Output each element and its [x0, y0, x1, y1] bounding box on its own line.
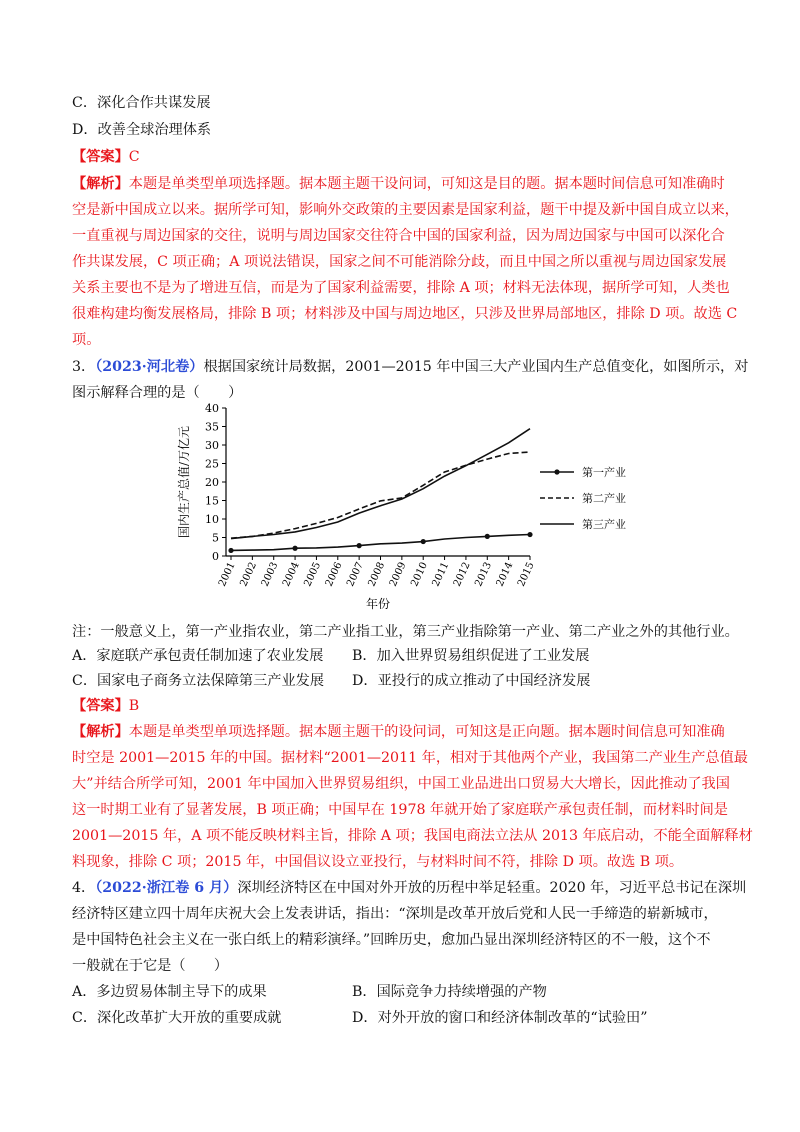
y-tick-label: 10 [205, 513, 219, 526]
y-tick-label: 20 [205, 476, 219, 489]
q3-options-row-1 [72, 646, 589, 666]
series-point [292, 546, 297, 551]
series-point [228, 548, 233, 553]
chart-axes [176, 402, 537, 611]
x-tick-label: 2002 [238, 560, 260, 589]
q2-analysis-line-4: 作共谋发展，C 项正确；A 项说法错误，国家之间不可能消除分歧，而且中国之所以重视与周边国家发展 [72, 254, 727, 270]
x-tick-label: 2013 [473, 560, 495, 589]
q3-stem-line-1 [72, 357, 748, 377]
analysis-text: 本题是单类型单项选择题。据本题主题干的设问词，可知这是正向题。据本题时间信息可知准确 [128, 724, 725, 740]
x-tick-label: 2009 [387, 560, 409, 589]
q3-analysis-line-2: 时空是 2001—2015 年的中国。据材料“2001—2011 年，相对于其他两个产业，我国第二产业生产总值最 [72, 750, 748, 766]
y-tick-label: 40 [205, 402, 219, 415]
x-tick-label: 2001 [216, 560, 238, 589]
q4-stem-line-4: 一般就在于它是（ ） [72, 958, 229, 974]
x-axis-label: 年份 [365, 597, 391, 611]
series-line-2 [231, 452, 530, 538]
chart-legend [540, 465, 626, 531]
x-tick-label: 2014 [494, 560, 516, 589]
question-number: 3． [72, 359, 96, 375]
answer-label: 【答案】 [72, 149, 129, 165]
q3-analysis-line-3: 大”并结合所学可知，2001 年中国加入世界贸易组织，中国工业品进出口贸易大大增长，因此推动了我国 [72, 776, 730, 792]
q2-analysis-line-1 [72, 174, 725, 194]
q3-note: 注：一般意义上，第一产业指农业，第二产业指工业，第三产业指除第一产业、第二产业之外的其他行业。 [72, 624, 739, 640]
gdp-line-chart [170, 398, 640, 613]
q4-stem-line-1 [72, 878, 746, 898]
x-tick-label: 2008 [366, 560, 388, 589]
x-tick-label: 2005 [302, 560, 324, 589]
q4-option-b[interactable]: B．国际竞争力持续增强的产物 [352, 984, 547, 1000]
question-source: （2023·河北卷） [95, 359, 204, 375]
q3-analysis-line-1 [72, 722, 725, 742]
q3-answer [72, 696, 139, 716]
question-stem: 深圳经济特区在中国对外开放的历程中举足轻重。2020 年，习近平总书记在深圳 [237, 880, 747, 896]
y-tick-label: 5 [212, 531, 219, 545]
series-point [421, 539, 426, 544]
analysis-label: 【解析】 [72, 724, 129, 740]
x-tick-label: 2004 [281, 560, 302, 589]
series-line-3 [231, 429, 530, 539]
q3-options-row-2 [72, 671, 590, 691]
series-point [527, 532, 532, 537]
q3-option-c[interactable]: C．国家电子商务立法保障第三产业发展 [72, 673, 325, 689]
q4-options-row-2 [72, 1008, 647, 1028]
q4-option-d[interactable]: D．对外开放的窗口和经济体制改革的“试验田” [352, 1010, 648, 1026]
q2-analysis-line-5: 关系主要也不是为了增进互信，而是为了国家利益需要，排除 A 项；材料无法体现，据所学可知，人类也 [72, 280, 730, 296]
chart-series [228, 429, 532, 553]
answer-value: B [128, 698, 140, 714]
q4-stem-line-2: 经济特区建立四十周年庆祝大会上发表讲话，指出：“深圳是改革开放后党和人民一手缔造的崭新城市， [72, 906, 718, 922]
y-tick-label: 15 [205, 494, 219, 508]
x-tick-label: 2006 [323, 560, 345, 589]
q3-option-a[interactable]: A．家庭联产承包责任制加速了农业发展 [72, 648, 324, 664]
x-tick-label: 2012 [451, 560, 473, 589]
q3-option-d[interactable]: D．亚投行的成立推动了中国经济发展 [352, 673, 591, 689]
q2-option-c[interactable]: C．深化合作共谋发展 [72, 95, 211, 111]
series-point [357, 543, 362, 548]
legend-label-2: 第二产业 [582, 492, 626, 505]
x-tick-label: 2015 [515, 560, 537, 589]
question-number: 4． [72, 880, 96, 896]
x-tick-label: 2003 [259, 560, 281, 589]
answer-value: C [128, 149, 140, 165]
q4-option-c[interactable]: C．深化改革扩大开放的重要成就 [72, 1010, 282, 1026]
x-tick-label: 2011 [430, 560, 452, 589]
q2-analysis-line-3: 一直重视与周边国家的交往，说明与周边国家交往符合中国的国家利益，因为周边国家与中国可以深化合 [72, 228, 725, 244]
x-tick-label: 2007 [345, 560, 366, 589]
analysis-text: 本题是单类型单项选择题。据本题主题干设问词，可知这是目的题。据本题时间信息可知准确时 [128, 176, 725, 192]
question-stem: 根据国家统计局数据，2001—2015 年中国三大产业国内生产总值变化，如图所示，对 [203, 359, 749, 375]
q2-analysis-line-6: 很难构建均衡发展格局，排除 B 项；材料涉及中国与周边地区，只涉及世界局部地区，排除 D 项。故选 C [72, 306, 738, 322]
q4-options-row-1 [72, 982, 547, 1002]
analysis-label: 【解析】 [72, 176, 129, 192]
q2-analysis-line-7: 项。 [72, 332, 101, 348]
q2-answer [72, 147, 140, 167]
q3-option-b[interactable]: B．加入世界贸易组织促进了工业发展 [352, 648, 590, 664]
q3-analysis-line-5: 2001—2015 年，A 项不能反映材料主旨，排除 A 项；我国电商法立法从 2013 年底启动，不能全面解释材 [72, 828, 753, 844]
legend-label-3: 第三产业 [582, 518, 626, 531]
y-tick-label: 35 [205, 420, 219, 434]
x-tick-label: 2010 [409, 560, 430, 589]
y-tick-label: 30 [205, 439, 219, 452]
q2-analysis-line-2: 空是新中国成立以来。据所学可知，影响外交政策的主要因素是国家利益，题干中提及新中国自成立以来， [72, 202, 739, 218]
q2-option-d[interactable]: D．改善全球治理体系 [72, 122, 212, 138]
legend-dot [554, 469, 559, 474]
y-tick-label: 0 [212, 550, 219, 563]
y-tick-label: 25 [205, 457, 219, 471]
q4-option-a[interactable]: A．多边贸易体制主导下的成果 [72, 984, 267, 1000]
q3-stem-line-2: 图示解释合理的是（ ） [72, 385, 243, 401]
q3-analysis-line-6: 料现象，排除 C 项；2015 年，中国倡议设立亚投行，与材料时间不符，排除 D 项。故选 B 项。 [72, 854, 684, 870]
q4-stem-line-3: 是中国特色社会主义在一张白纸上的精彩演绎。”回眸历史，愈加凸显出深圳经济特区的不一般，这个不 [72, 932, 711, 948]
series-point [485, 534, 490, 539]
y-axis-label: 国内生产总值/万亿元 [177, 425, 191, 539]
answer-label: 【答案】 [72, 698, 129, 714]
legend-label-1: 第一产业 [582, 466, 626, 479]
question-source: （2022·浙江卷 6 月） [95, 880, 238, 896]
q3-analysis-line-4: 这一时期工业有了显著发展，B 项正确；中国早在 1978 年就开始了家庭联产承包责任制，而材料时间是 [72, 802, 728, 818]
